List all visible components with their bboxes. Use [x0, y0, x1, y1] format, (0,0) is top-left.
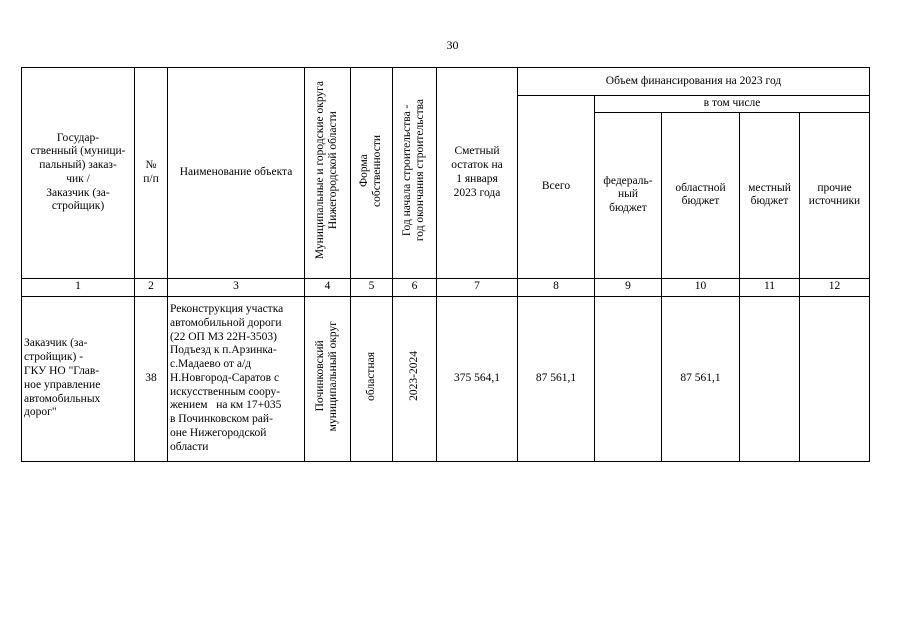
row-years: 2023-2024 — [393, 296, 437, 461]
row-regional: 87 561,1 — [662, 296, 740, 461]
row-estimate: 375 564,1 — [437, 296, 518, 461]
column-number: 11 — [740, 278, 800, 296]
header-local: местный бюджет — [740, 112, 800, 278]
header-regional: областной бюджет — [662, 112, 740, 278]
header-other: прочие источники — [800, 112, 870, 278]
header-municipal: Муниципальные и городские округа Нижегородской области — [305, 68, 351, 279]
header-years: Год начала строительства - год окончания строительства — [393, 68, 437, 279]
row-object: Реконструкция участка автомобильной дороги (22 ОП МЗ 22Н-3503) Подъезд к п.Арзинка- с.Мадаево от а/д Н.Новгород-Саратов с искусственным соору- жением на км 17+035 в Починковском рай- оне Нижегородской области — [168, 296, 305, 461]
column-number: 4 — [305, 278, 351, 296]
row-other — [800, 296, 870, 461]
row-municipal: Починковский муниципальный округ — [305, 296, 351, 461]
column-number: 8 — [518, 278, 595, 296]
column-number: 12 — [800, 278, 870, 296]
header-total: Всего — [518, 96, 595, 279]
row-federal — [595, 296, 662, 461]
column-number: 3 — [168, 278, 305, 296]
column-number: 1 — [22, 278, 135, 296]
column-number: 10 — [662, 278, 740, 296]
table-row — [22, 296, 870, 461]
page-number: 30 — [446, 38, 459, 52]
header-including: в том числе — [595, 96, 870, 113]
header-customer: Государ- ственный (муници- пальный) заказ- чик / Заказчик (за- стройщик) — [22, 68, 135, 279]
column-number: 5 — [351, 278, 393, 296]
row-ownership: областная — [351, 296, 393, 461]
row-local — [740, 296, 800, 461]
column-number: 7 — [437, 278, 518, 296]
row-total: 87 561,1 — [518, 296, 595, 461]
row-num: 38 — [135, 296, 168, 461]
header-funding: Объем финансирования на 2023 год — [518, 68, 870, 96]
column-number: 9 — [595, 278, 662, 296]
column-number: 6 — [393, 278, 437, 296]
header-ownership: Форма собственности — [351, 68, 393, 279]
header-estimate: Сметный остаток на 1 января 2023 года — [437, 68, 518, 279]
row-customer: Заказчик (за- стройщик) - ГКУ НО "Глав- ное управление автомобильных дорог" — [22, 296, 135, 461]
column-number-row — [22, 278, 870, 296]
column-number: 2 — [135, 278, 168, 296]
header-num: № п/п — [135, 68, 168, 279]
header-object-name: Наименование объекта — [168, 68, 305, 279]
header-federal: федераль- ный бюджет — [595, 112, 662, 278]
financing-table — [21, 67, 870, 462]
